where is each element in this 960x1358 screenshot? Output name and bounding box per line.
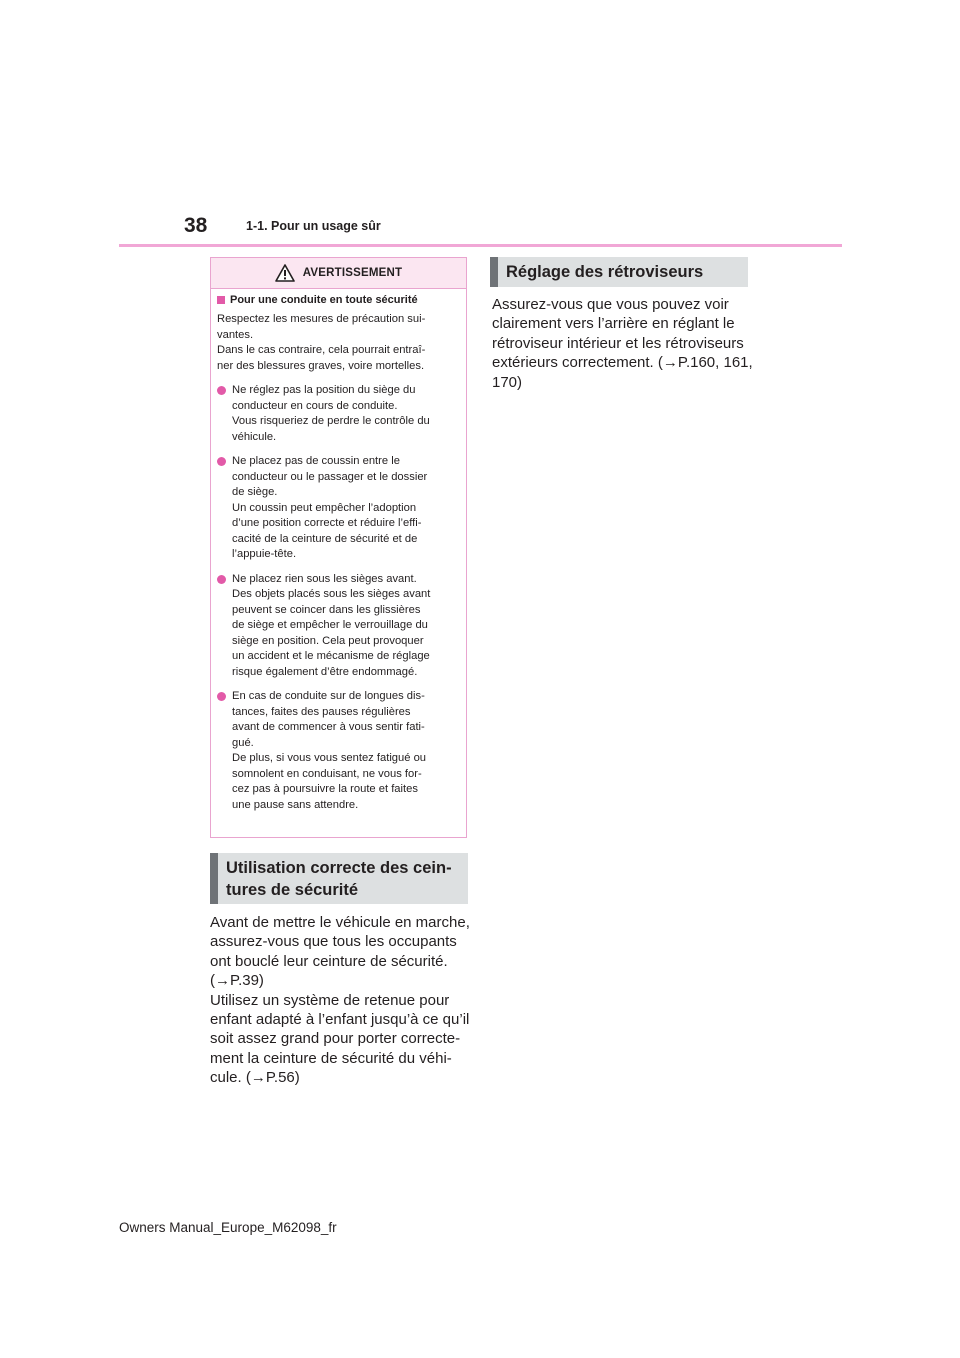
section-body-mirrors: Assurez-vous que vous pouvez voir clairement vers l’arrière en réglant le rétroviseur intérieur et les rétroviseurs extérieurs correctement. (→P.160, 161, 170) — [492, 296, 753, 391]
bullet-dot-icon — [217, 386, 226, 395]
bullet-dot-icon — [217, 575, 226, 584]
warning-item-text: Ne placez pas de coussin entre le conducteur ou le passager et le dossier de siège. Un coussin peut empêcher l’adoption d’une position correcte et réduire l’effi- cacité de la ceinture de sécurité et de l’appuie-tête. — [232, 455, 428, 560]
warning-item — [217, 689, 457, 813]
bullet-dot-icon — [217, 457, 226, 466]
warning-item — [217, 572, 457, 681]
warning-subheading-text: Pour une conduite en toute sécurité — [230, 294, 418, 306]
footer-doc-id: Owners Manual_Europe_M62098_fr — [119, 1220, 337, 1235]
header-divider — [119, 244, 842, 247]
warning-box — [210, 257, 467, 838]
section-body-seatbelts: Avant de mettre le véhicule en marche, assurez-vous que tous les occupants ont bouclé leur ceinture de sécurité. (→P.39) Utilisez un système de retenue pour enfant adapté à l’enfant jusqu’à ce qu’il soit assez grand pour porter correcte- ment la ceinture de sécurité du véhi- cule. (→P.56) — [210, 914, 470, 1087]
warning-item-text: Ne réglez pas la position du siège du conducteur en cours de conduite. Vous risqueriez de perdre le contrôle du véhicule. — [232, 384, 430, 443]
section-header: 1-1. Pour un usage sûr — [246, 219, 381, 233]
warning-intro: Respectez les mesures de précaution sui- vantes. Dans le cas contraire, cela pourrait entraî- ner des blessures graves, voire mortelles. — [217, 313, 426, 372]
warning-item — [217, 454, 457, 563]
warning-header — [211, 258, 466, 289]
warning-item-text: Ne placez rien sous les sièges avant. Des objets placés sous les sièges avant peuvent se coincer dans les glissières de siège et empêcher le verrouillage du siège en position. Cela peut provoquer un accident et le mécanisme de réglage risque également d’être endommagé. — [232, 572, 431, 678]
bullet-dot-icon — [217, 692, 226, 701]
section-heading-seatbelts-text: Utilisation correcte des cein- tures de sécurité — [226, 859, 452, 899]
warning-title: AVERTISSEMENT — [302, 267, 403, 279]
warning-item-text: En cas de conduite sur de longues dis- tances, faites des pauses régulières avant de commencer à vous sentir fati- gué. De plus, si vous vous sentez fatigué ou somnolent en conduisant, ne vous for- cez pas à poursuivre la route et faites une pause sans attendre. — [232, 690, 427, 811]
section-heading-mirrors — [490, 257, 748, 287]
page-number: 38 — [184, 214, 208, 237]
warning-body — [211, 289, 466, 813]
warning-triangle-icon — [275, 264, 295, 282]
section-heading-mirrors-text: Réglage des rétroviseurs — [506, 263, 704, 281]
warning-item — [217, 383, 457, 445]
warning-subheading — [217, 294, 457, 306]
section-heading-seatbelts — [210, 853, 468, 904]
square-bullet-icon — [217, 296, 225, 304]
